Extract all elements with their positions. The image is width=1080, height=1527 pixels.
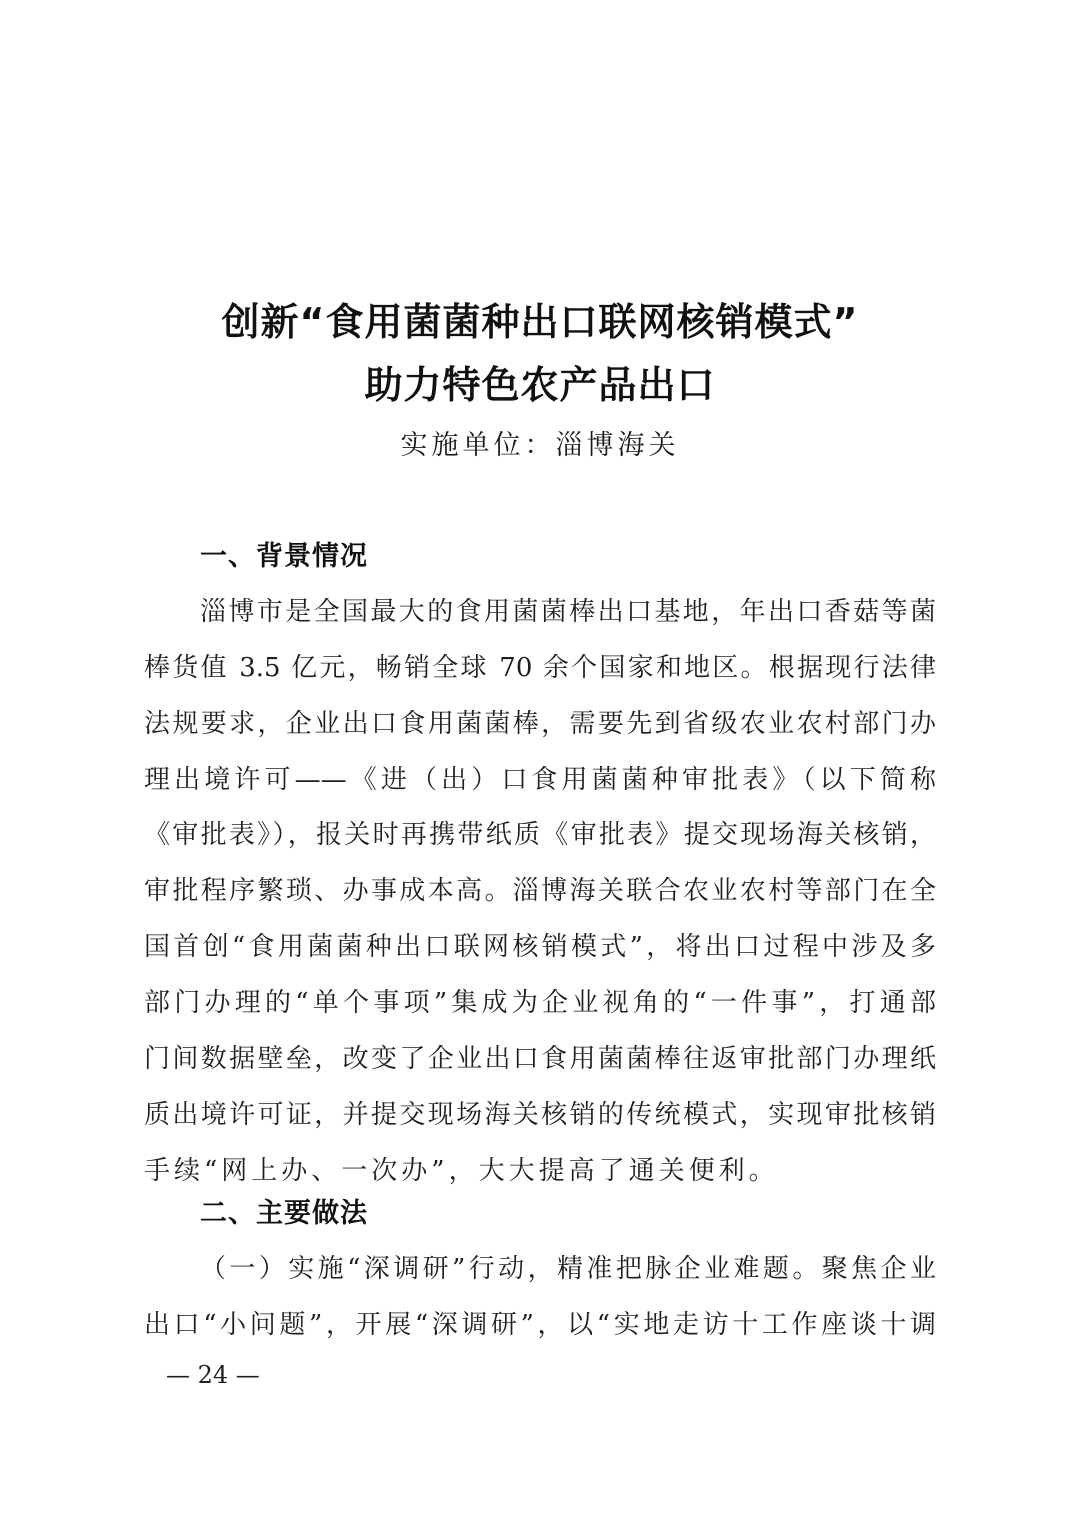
paragraph-line: 理出境许可——《进（出）口食用菌菌种审批表》（以下简称: [144, 765, 936, 795]
paragraph-line: 《审批表》），报关时再携带纸质《审批表》提交现场海关核销，: [144, 820, 936, 850]
paragraph-line: 审批程序繁琐、办事成本高。淄博海关联合农业农村等部门在全: [144, 876, 936, 906]
document-title-line-1: 创新“食用菌菌种出口联网核销模式”: [221, 300, 859, 344]
paragraph-line: 法规要求，企业出口食用菌菌棒，需要先到省级农业农村部门办: [144, 709, 936, 739]
paragraph-line: 门间数据壁垒，改变了企业出口食用菌菌棒往返审批部门办理纸: [144, 1044, 936, 1074]
paragraph-line: （一）实施“深调研”行动，精准把脉企业难题。聚焦企业: [200, 1254, 936, 1284]
paragraph-line: 国首创“食用菌菌种出口联网核销模式”，将出口过程中涉及多: [144, 932, 936, 962]
section-heading-background: 一、背景情况: [200, 541, 368, 572]
paragraph-line: 淄博市是全国最大的食用菌菌棒出口基地，年出口香菇等菌: [200, 597, 936, 627]
section-heading-main-practices: 二、主要做法: [200, 1198, 368, 1229]
paragraph-line: 棒货值 3.5 亿元，畅销全球 70 余个国家和地区。根据现行法律: [144, 653, 936, 683]
implementing-unit: 实施单位：淄博海关: [400, 430, 680, 461]
paragraph-line: 部门办理的“单个事项”集成为企业视角的“一件事”，打通部: [144, 988, 936, 1018]
paragraph-line: 手续“网上办、一次办”，大大提高了通关便利。: [144, 1156, 779, 1186]
document-title-line-2: 助力特色农产品出口: [364, 363, 716, 407]
page-number: — 24 —: [166, 1361, 260, 1389]
paragraph-line: 质出境许可证，并提交现场海关核销的传统模式，实现审批核销: [144, 1100, 936, 1130]
paragraph-line: 出口“小问题”，开展“深调研”，以“实地走访十工作座谈十调: [144, 1310, 936, 1340]
